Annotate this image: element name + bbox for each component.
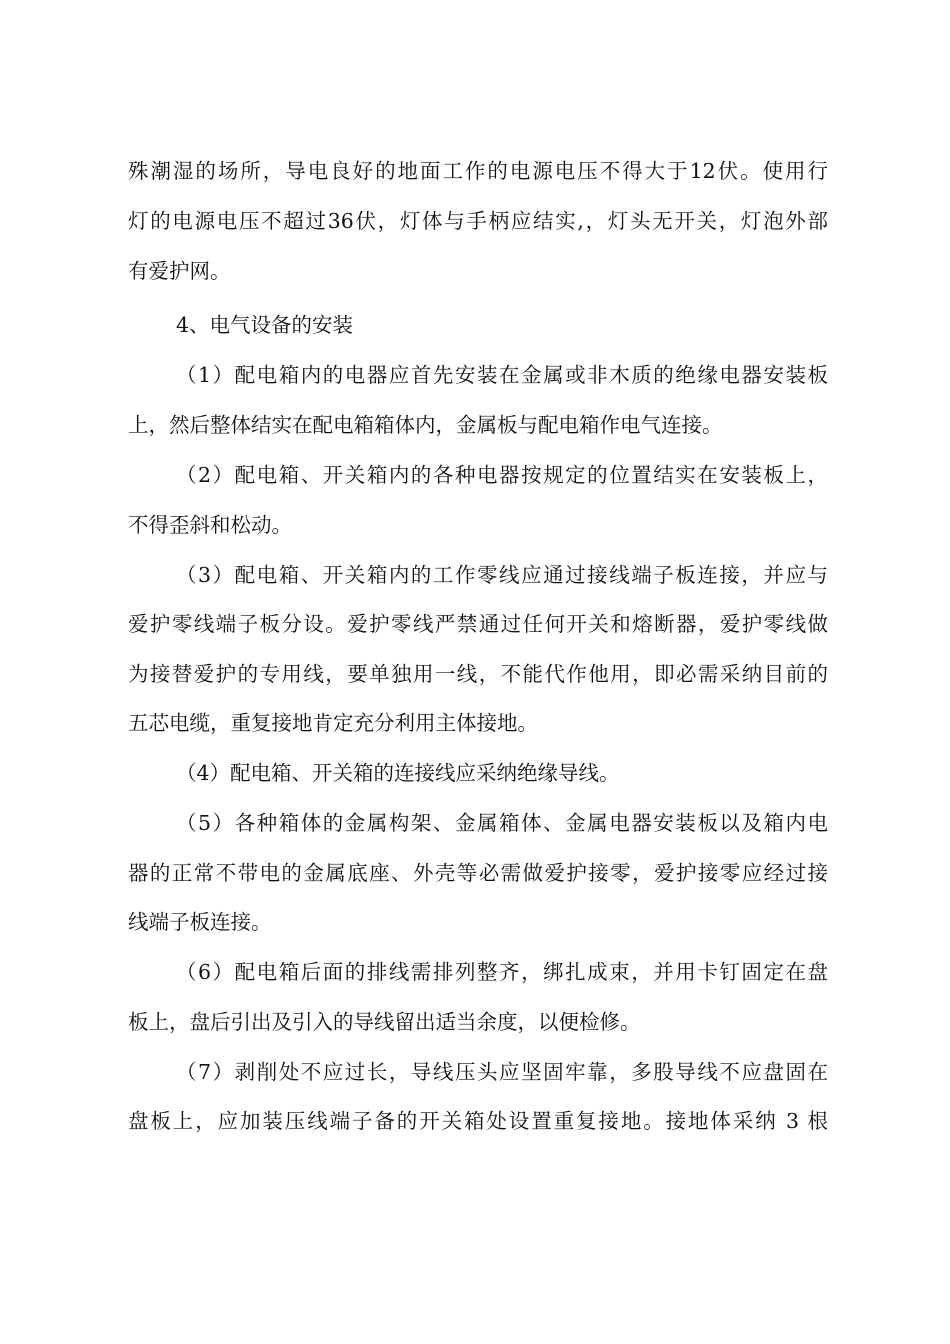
text-line: 殊潮湿的场所，导电良好的地面工作的电源电压不得大于12伏。使用行 (128, 159, 828, 183)
text-line: 板上，盘后引出及引入的导线留出适当余度，以便检修。 (128, 1010, 641, 1034)
text-line: 为接替爱护的专用线，要单独用一线，不能代作他用，即必需采纳目前的 (128, 662, 828, 686)
section-heading: 4、电气设备的安装 (176, 313, 354, 337)
text-line: （5）各种箱体的金属构架、金属箱体、金属电器安装板以及箱内电 (176, 811, 828, 835)
text-line: 线端子板连接。 (128, 910, 272, 934)
text-line: （6）配电箱后面的排线需排列整齐，绑扎成束，并用卡钉固定在盘 (176, 960, 828, 984)
text-line: 灯的电源电压不超过36伏，灯体与手柄应结实,，灯头无开关，灯泡外部 (128, 209, 828, 233)
text-line: 不得歪斜和松动。 (128, 513, 292, 537)
text-line: 爱护零线端子板分设。爱护零线严禁通过任何开关和熔断器，爱护零线做 (128, 612, 828, 636)
text-line: 有爱护网。 (128, 259, 231, 283)
text-line: 盘板上，应加装压线端子备的开关箱处设置重复接地。接地体采纳 3 根 (128, 1109, 828, 1133)
text-line: （7）剥削处不应过长，导线压头应坚固牢靠，多股导线不应盘固在 (176, 1060, 828, 1084)
text-line: 上，然后整体结实在配电箱箱体内，金属板与配电箱作电气连接。 (128, 413, 723, 437)
text-line: （2）配电箱、开关箱内的各种电器按规定的位置结实在安装板上， (176, 463, 828, 487)
text-line: 五芯电缆，重复接地肯定充分利用主体接地。 (128, 711, 538, 735)
text-line: （1）配电箱内的电器应首先安装在金属或非木质的绝缘电器安装板 (176, 363, 828, 387)
text-line: （3）配电箱、开关箱内的工作零线应通过接线端子板连接，并应与 (176, 563, 828, 587)
text-line: （4）配电箱、开关箱的连接线应采纳绝缘导线。 (176, 761, 620, 785)
text-line: 器的正常不带电的金属底座、外壳等必需做爱护接零，爱护接零应经过接 (128, 861, 828, 885)
